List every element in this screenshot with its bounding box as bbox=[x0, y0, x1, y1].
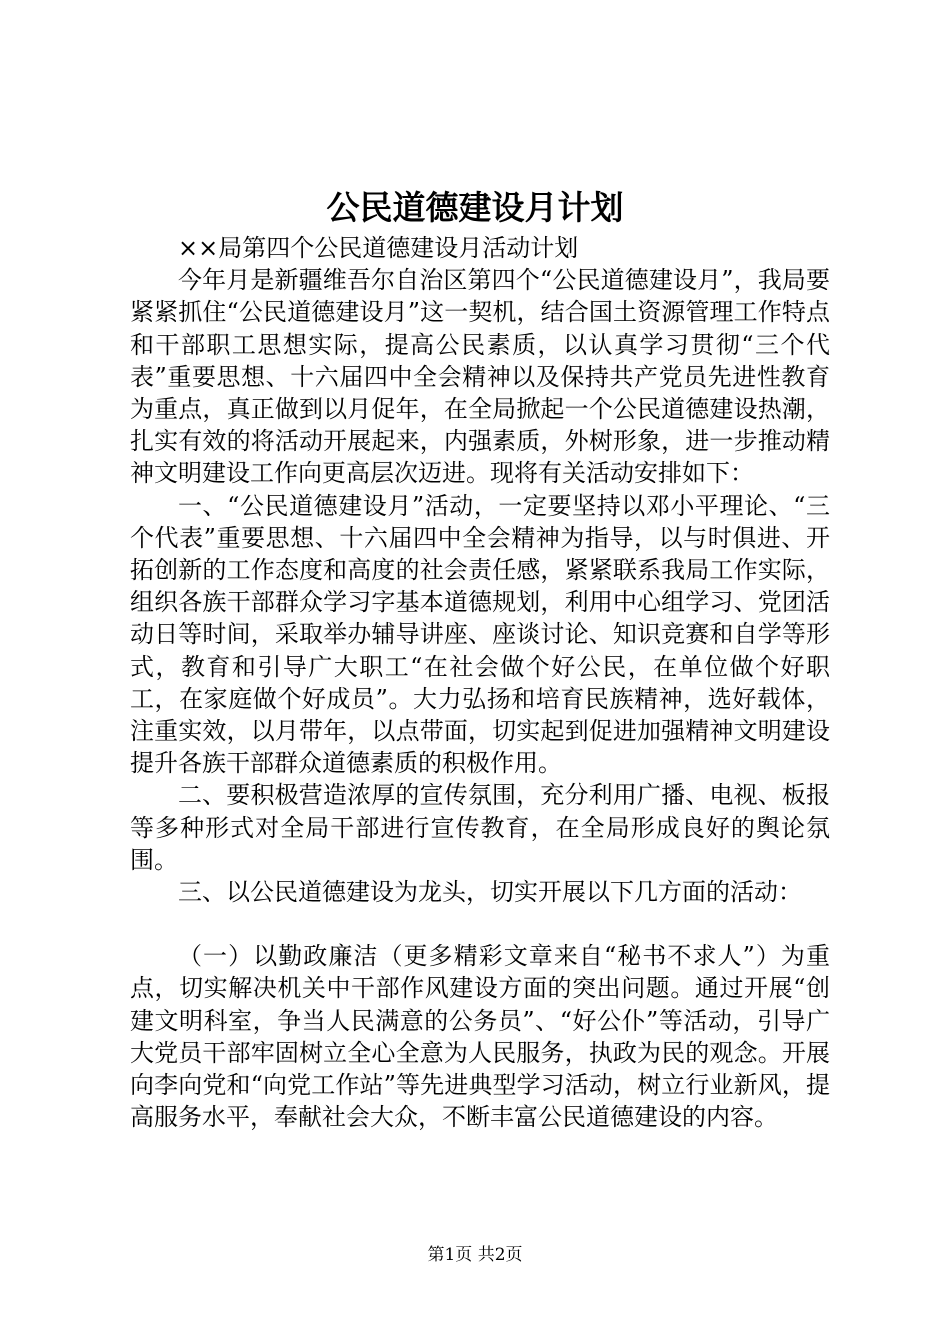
document-body bbox=[130, 232, 830, 1133]
page-number: 第1页 共2页 bbox=[427, 1245, 523, 1265]
paragraph-item-2: 二、要积极营造浓厚的宣传氛围，充分利用广播、电视、板报等多种形式对全局干部进行宣传教育，在全局形成良好的舆论氛围。 bbox=[130, 781, 830, 874]
paragraph-item-1: 一、“公民道德建设月”活动，一定要坚持以邓小平理论、“三个代表”重要思想、十六届四中全会精神为指导，以与时俱进、开拓创新的工作态度和高度的社会责任感，紧紧联系我局工作实际，组织各族干部群众学习字基本道德规划，利用中心组学习、党团活动日等时间，采取举办辅导讲座、座谈讨论、知识竞赛和自学等形式，教育和引导广大职工“在社会做个好公民，在单位做个好职工，在家庭做个好成员”。大力弘扬和培育民族精神，选好载体，注重实效，以月带年，以点带面，切实起到促进加强精神文明建设提升各族干部群众道德素质的积极作用。 bbox=[130, 491, 830, 778]
paragraph-subitem-1: （一）以勤政廉洁（更多精彩文章来自“秘书不求人”）为重点，切实解决机关中干部作风建设方面的突出问题。通过开展“创建文明科室，争当人民满意的公务员”、“好公仆”等活动，引导广大党员干部牢固树立全心全意为人民服务，执政为民的观念。开展向李向党和“向党工作站”等先进典型学习活动，树立行业新风，提高服务水平，奉献社会大众，不断丰富公民道德建设的内容。 bbox=[130, 942, 830, 1132]
paragraph-intro: 今年月是新疆维吾尔自治区第四个“公民道德建设月”，我局要紧紧抓住“公民道德建设月”这一契机，结合国土资源管理工作特点和干部职工思想实际，提高公民素质，以认真学习贯彻“三个代表”重要思想、十六届四中全会精神以及保持共产党员先进性教育为重点，真正做到以月促年，在全局掀起一个公民道德建设热潮，扎实有效的将活动开展起来，内强素质，外树形象，进一步推动精神文明建设工作向更高层次迈进。现将有关活动安排如下： bbox=[130, 266, 830, 488]
page-title: 公民道德建设月计划 bbox=[326, 188, 624, 227]
paragraph-subtitle: ××局第四个公民道德建设月活动计划 bbox=[178, 234, 579, 262]
paragraph-item-3: 三、以公民道德建设为龙头，切实开展以下几方面的活动： bbox=[178, 878, 802, 907]
